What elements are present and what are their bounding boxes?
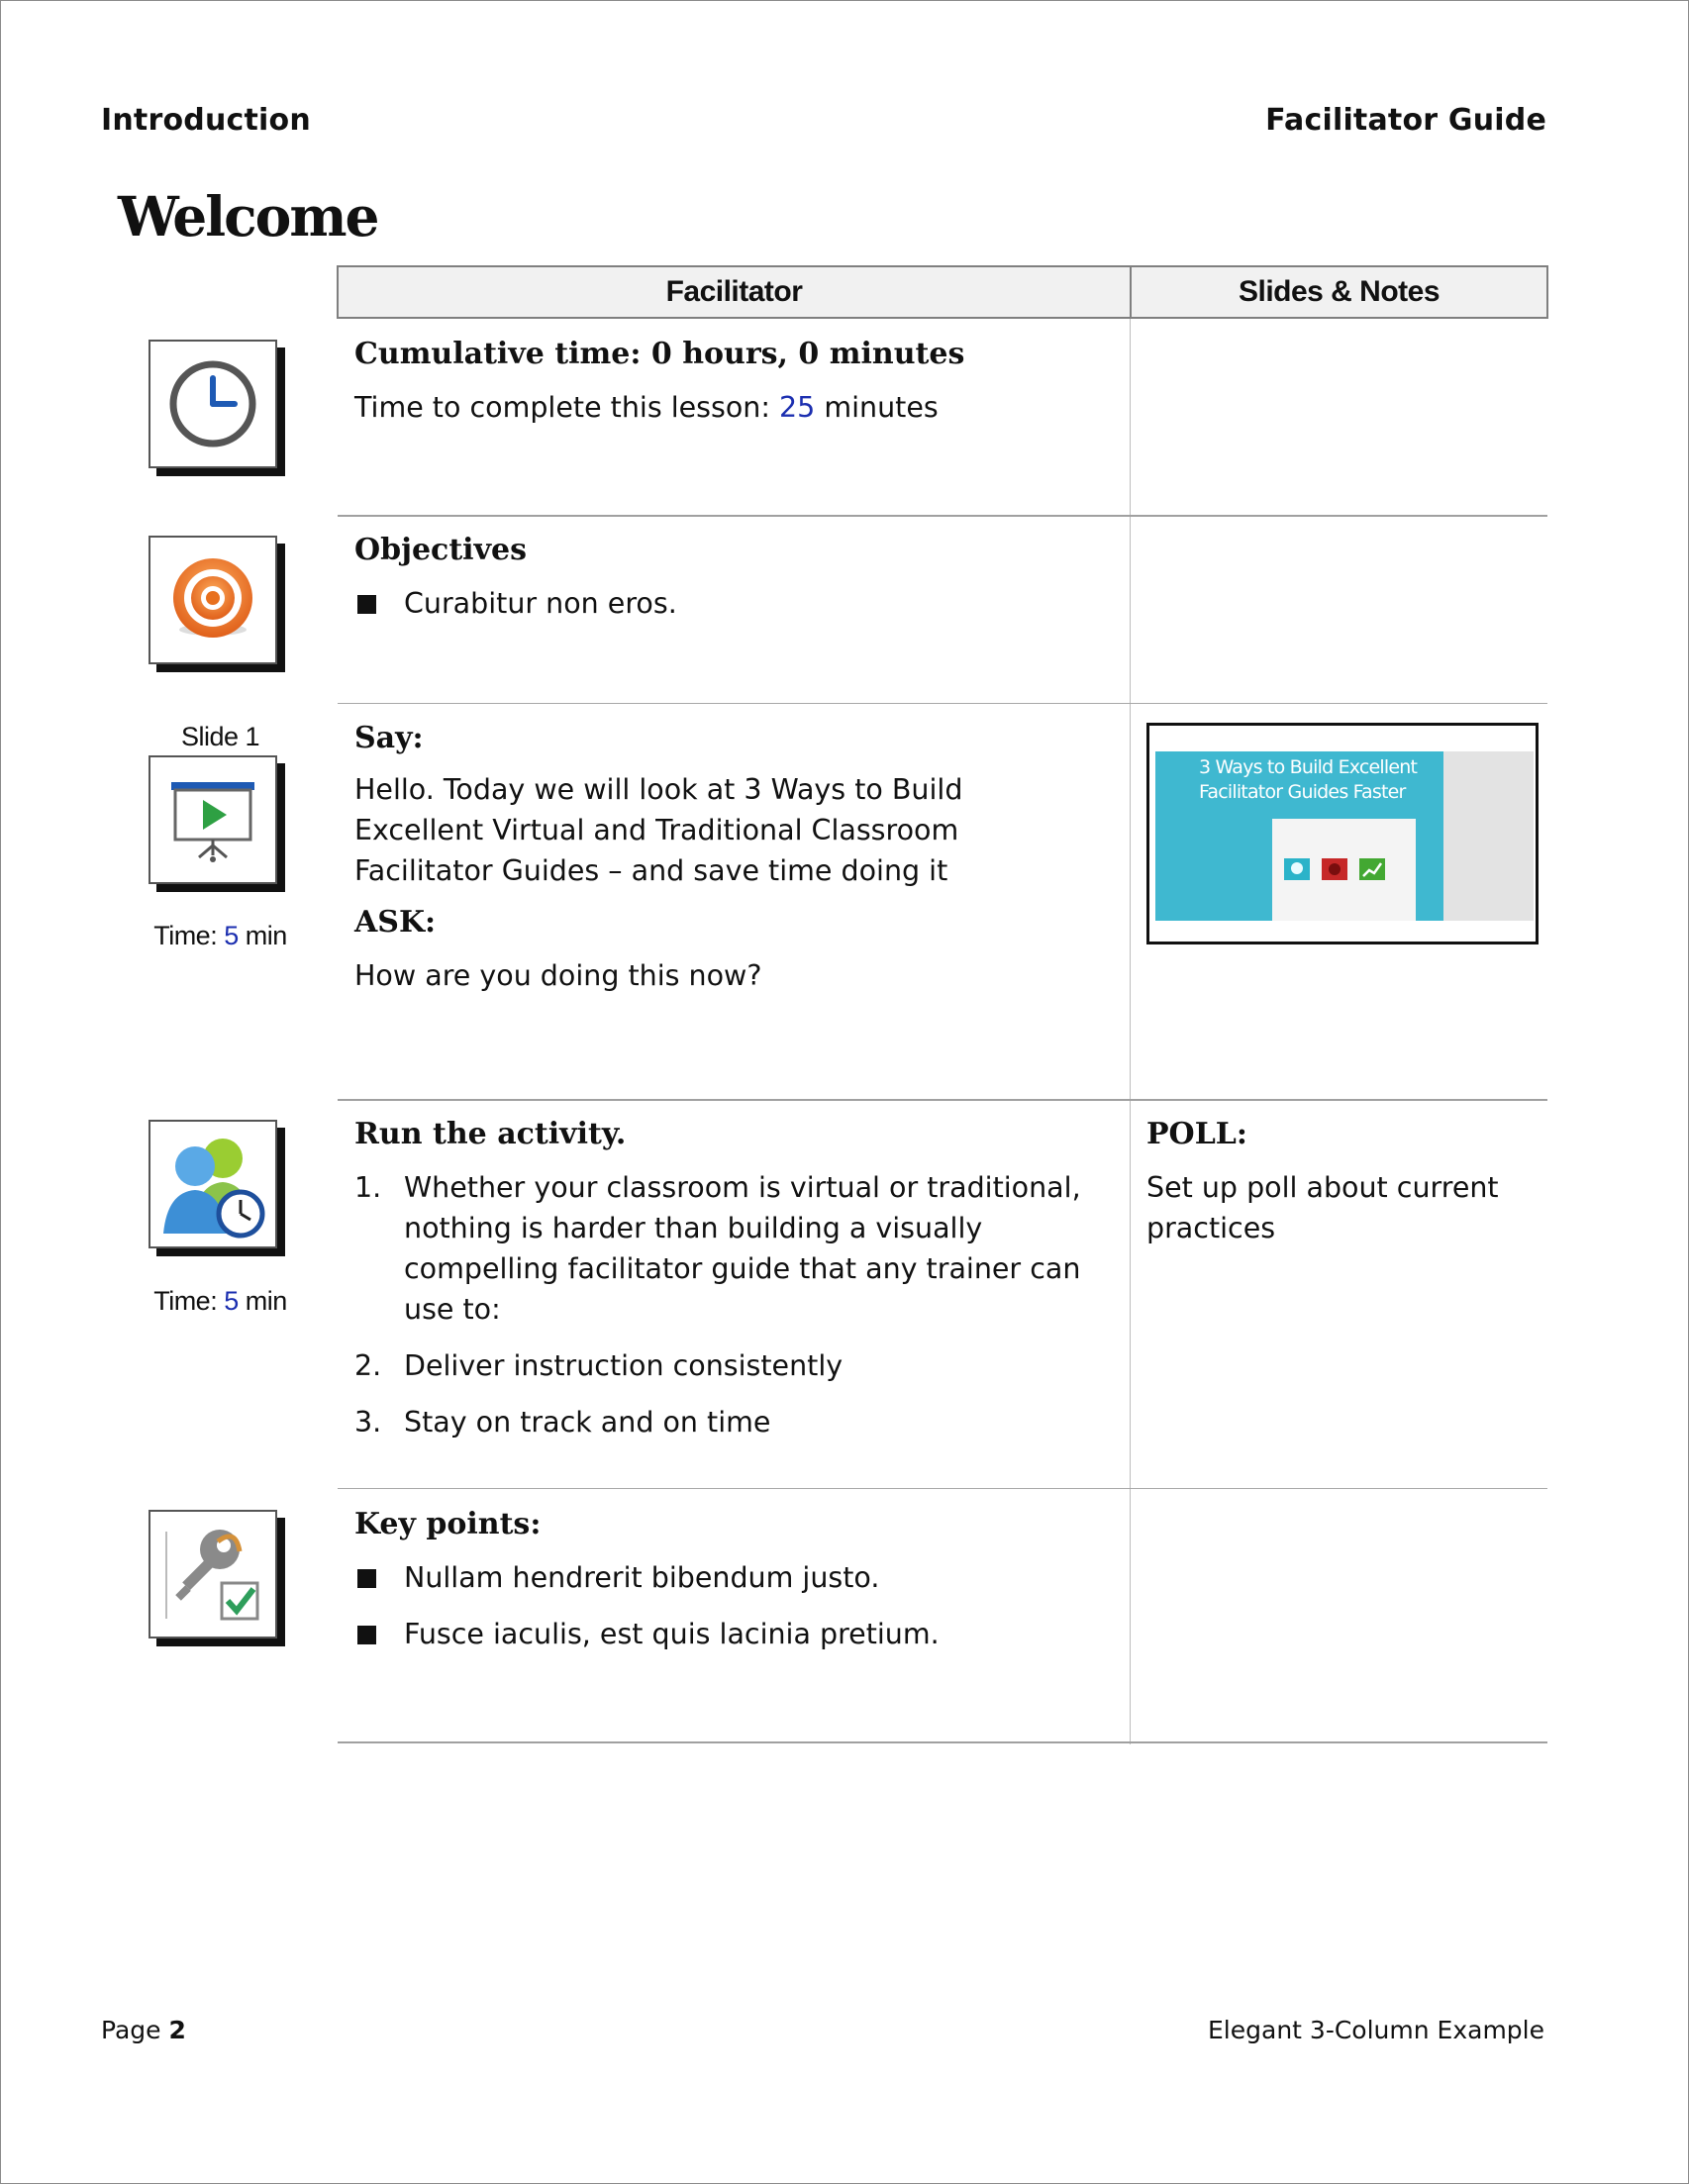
list-item — [354, 1402, 1107, 1442]
poll-notes-cell — [1146, 1117, 1533, 1248]
activity-cell — [354, 1117, 1117, 1458]
key-points-cell — [354, 1507, 1117, 1670]
header-section: Introduction — [101, 103, 311, 138]
list-text: Stay on track and on time — [404, 1406, 771, 1439]
list-item — [354, 1614, 1117, 1654]
footer-page — [101, 2016, 186, 2044]
time-cell — [354, 337, 1117, 428]
ask-text: How are you doing this now? — [354, 959, 762, 992]
slide-time-label — [109, 921, 332, 951]
key-point-text: Fusce iaculis, est quis lacinia pretium. — [404, 1618, 940, 1650]
clock-icon — [149, 340, 277, 468]
activity-time-value: 5 — [224, 1286, 239, 1316]
key-points-list — [354, 1557, 1117, 1654]
row-divider — [338, 703, 1547, 704]
row-divider — [338, 1099, 1547, 1101]
list-item — [354, 1557, 1117, 1598]
row-divider — [338, 1488, 1547, 1489]
slide-label: Slide 1 — [180, 722, 260, 751]
column-header-facilitator-label: Facilitator — [665, 275, 803, 308]
poll-text: Set up poll about current practices — [1146, 1171, 1499, 1244]
say-text: Hello. Today we will look at 3 Ways to Build Excellent Virtual and Traditional Classroom Facilitator Guides – and save time doing it — [354, 773, 963, 887]
table-bottom-rule — [338, 1741, 1547, 1743]
key-points-heading: Key points: — [354, 1507, 542, 1541]
list-item — [354, 1345, 1107, 1386]
list-item — [354, 583, 1117, 624]
say-cell — [354, 721, 1117, 996]
lesson-time-suffix: minutes — [824, 391, 939, 424]
bullet-square-icon — [357, 1626, 376, 1644]
list-number: 1. — [354, 1171, 382, 1204]
footer-page-number: 2 — [168, 2016, 186, 2044]
lesson-time-line — [354, 387, 1117, 428]
objectives-cell — [354, 533, 1117, 640]
row-divider — [338, 515, 1547, 517]
gear-puzzle-icon — [1320, 854, 1349, 884]
list-number: 3. — [354, 1406, 382, 1439]
slide-time-value: 5 — [224, 921, 239, 950]
slide-time-suffix: min — [245, 921, 287, 950]
activity-time-suffix: min — [245, 1286, 287, 1316]
lightbulb-puzzle-icon — [1282, 854, 1312, 884]
bullet-square-icon — [357, 595, 376, 614]
column-divider — [1130, 319, 1131, 1744]
lesson-time-prefix: Time to complete this lesson: — [354, 391, 770, 424]
header-guide-title: Facilitator Guide — [1265, 103, 1546, 138]
ask-heading: ASK: — [354, 905, 437, 940]
target-icon — [149, 536, 277, 664]
objective-text: Curabitur non eros. — [404, 587, 677, 620]
presentation-icon — [149, 755, 277, 884]
objectives-list — [354, 583, 1117, 624]
key-point-text: Nullam hendrerit bibendum justo. — [404, 1561, 880, 1594]
activity-list — [354, 1167, 1107, 1442]
page-title: Welcome — [118, 184, 378, 248]
say-heading: Say: — [354, 721, 424, 755]
slide-thumbnail-side-panel — [1443, 751, 1534, 921]
slide-thumbnail[interactable] — [1146, 723, 1539, 944]
list-number: 2. — [354, 1349, 382, 1382]
column-header-facilitator — [337, 265, 1132, 319]
column-header-notes-label: Slides & Notes — [1238, 275, 1441, 308]
cumulative-time-heading: Cumulative time: 0 hours, 0 minutes — [354, 337, 965, 371]
column-header-notes — [1130, 265, 1548, 319]
slide-time-prefix: Time: — [153, 921, 218, 950]
key-check-icon — [149, 1510, 277, 1638]
list-item — [354, 1167, 1107, 1330]
footer-page-prefix: Page — [101, 2016, 161, 2044]
lesson-time-minutes: 25 — [779, 391, 816, 424]
activity-time-prefix: Time: — [153, 1286, 218, 1316]
list-text: Deliver instruction consistently — [404, 1349, 844, 1382]
slide-thumbnail-title: 3 Ways to Build Excellent Facilitator Guides Faster — [1199, 756, 1418, 803]
bullet-square-icon — [357, 1569, 376, 1588]
activity-heading: Run the activity. — [354, 1117, 627, 1151]
activity-time-label — [109, 1286, 332, 1317]
list-text: Whether your classroom is virtual or traditional, nothing is harder than building a visually compelling facilitator guide that any trainer can use to: — [404, 1171, 1081, 1326]
chart-puzzle-icon — [1357, 854, 1387, 884]
objectives-heading: Objectives — [354, 533, 527, 567]
poll-heading: POLL: — [1146, 1117, 1247, 1151]
footer-doc-name: Elegant 3-Column Example — [1208, 2016, 1544, 2044]
group-timer-icon — [149, 1120, 277, 1248]
